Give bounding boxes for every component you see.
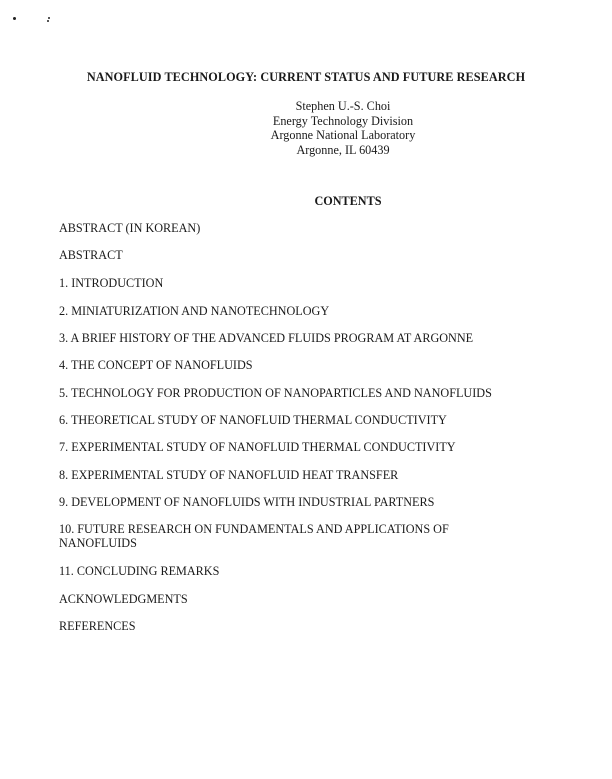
author-location: Argonne, IL 60439 xyxy=(296,142,390,157)
author-block xyxy=(0,99,612,157)
toc-item-abstract-korean[interactable]: ABSTRACT (IN KOREAN) xyxy=(59,221,201,235)
author-division: Energy Technology Division xyxy=(272,113,414,128)
toc-item-acknowledgments[interactable]: ACKNOWLEDGMENTS xyxy=(59,592,188,606)
toc-item-experimental-heat-transfer[interactable]: 8. EXPERIMENTAL STUDY OF NANOFLUID HEAT TRANSFER xyxy=(59,468,399,482)
contents-heading xyxy=(0,194,612,209)
toc-item-concept[interactable]: 4. THE CONCEPT OF NANOFLUIDS xyxy=(59,358,253,372)
toc-item-future-research[interactable]: 10. FUTURE RESEARCH ON FUNDAMENTALS AND APPLICATIONS OF NANOFLUIDS xyxy=(59,522,449,551)
author-name: Stephen U.-S. Choi xyxy=(295,99,391,113)
toc-item-references[interactable]: REFERENCES xyxy=(59,619,136,633)
document-title: NANOFLUID TECHNOLOGY: CURRENT STATUS AND FUTURE RESEARCH xyxy=(86,70,526,84)
toc-item-history[interactable]: 3. A BRIEF HISTORY OF THE ADVANCED FLUIDS PROGRAM AT ARGONNE xyxy=(59,331,474,345)
toc-item-concluding-remarks[interactable]: 11. CONCLUDING REMARKS xyxy=(59,564,220,578)
toc-item-miniaturization[interactable]: 2. MINIATURIZATION AND NANOTECHNOLOGY xyxy=(59,304,330,318)
toc-item-experimental-conductivity[interactable]: 7. EXPERIMENTAL STUDY OF NANOFLUID THERMAL CONDUCTIVITY xyxy=(59,440,456,454)
scan-speck xyxy=(47,20,49,22)
toc-item-production[interactable]: 5. TECHNOLOGY FOR PRODUCTION OF NANOPARTICLES AND NANOFLUIDS xyxy=(59,386,492,400)
author-institution: Argonne National Laboratory xyxy=(270,128,416,143)
scan-speck xyxy=(13,17,16,20)
toc-item-theoretical-study[interactable]: 6. THEORETICAL STUDY OF NANOFLUID THERMAL CONDUCTIVITY xyxy=(59,413,447,427)
scan-speck xyxy=(48,17,50,19)
toc-item-abstract[interactable]: ABSTRACT xyxy=(59,248,123,262)
toc-item-industrial-partners[interactable]: 9. DEVELOPMENT OF NANOFLUIDS WITH INDUSTRIAL PARTNERS xyxy=(59,495,435,509)
contents-heading-text: CONTENTS xyxy=(314,194,382,208)
toc-item-introduction[interactable]: 1. INTRODUCTION xyxy=(59,276,164,290)
